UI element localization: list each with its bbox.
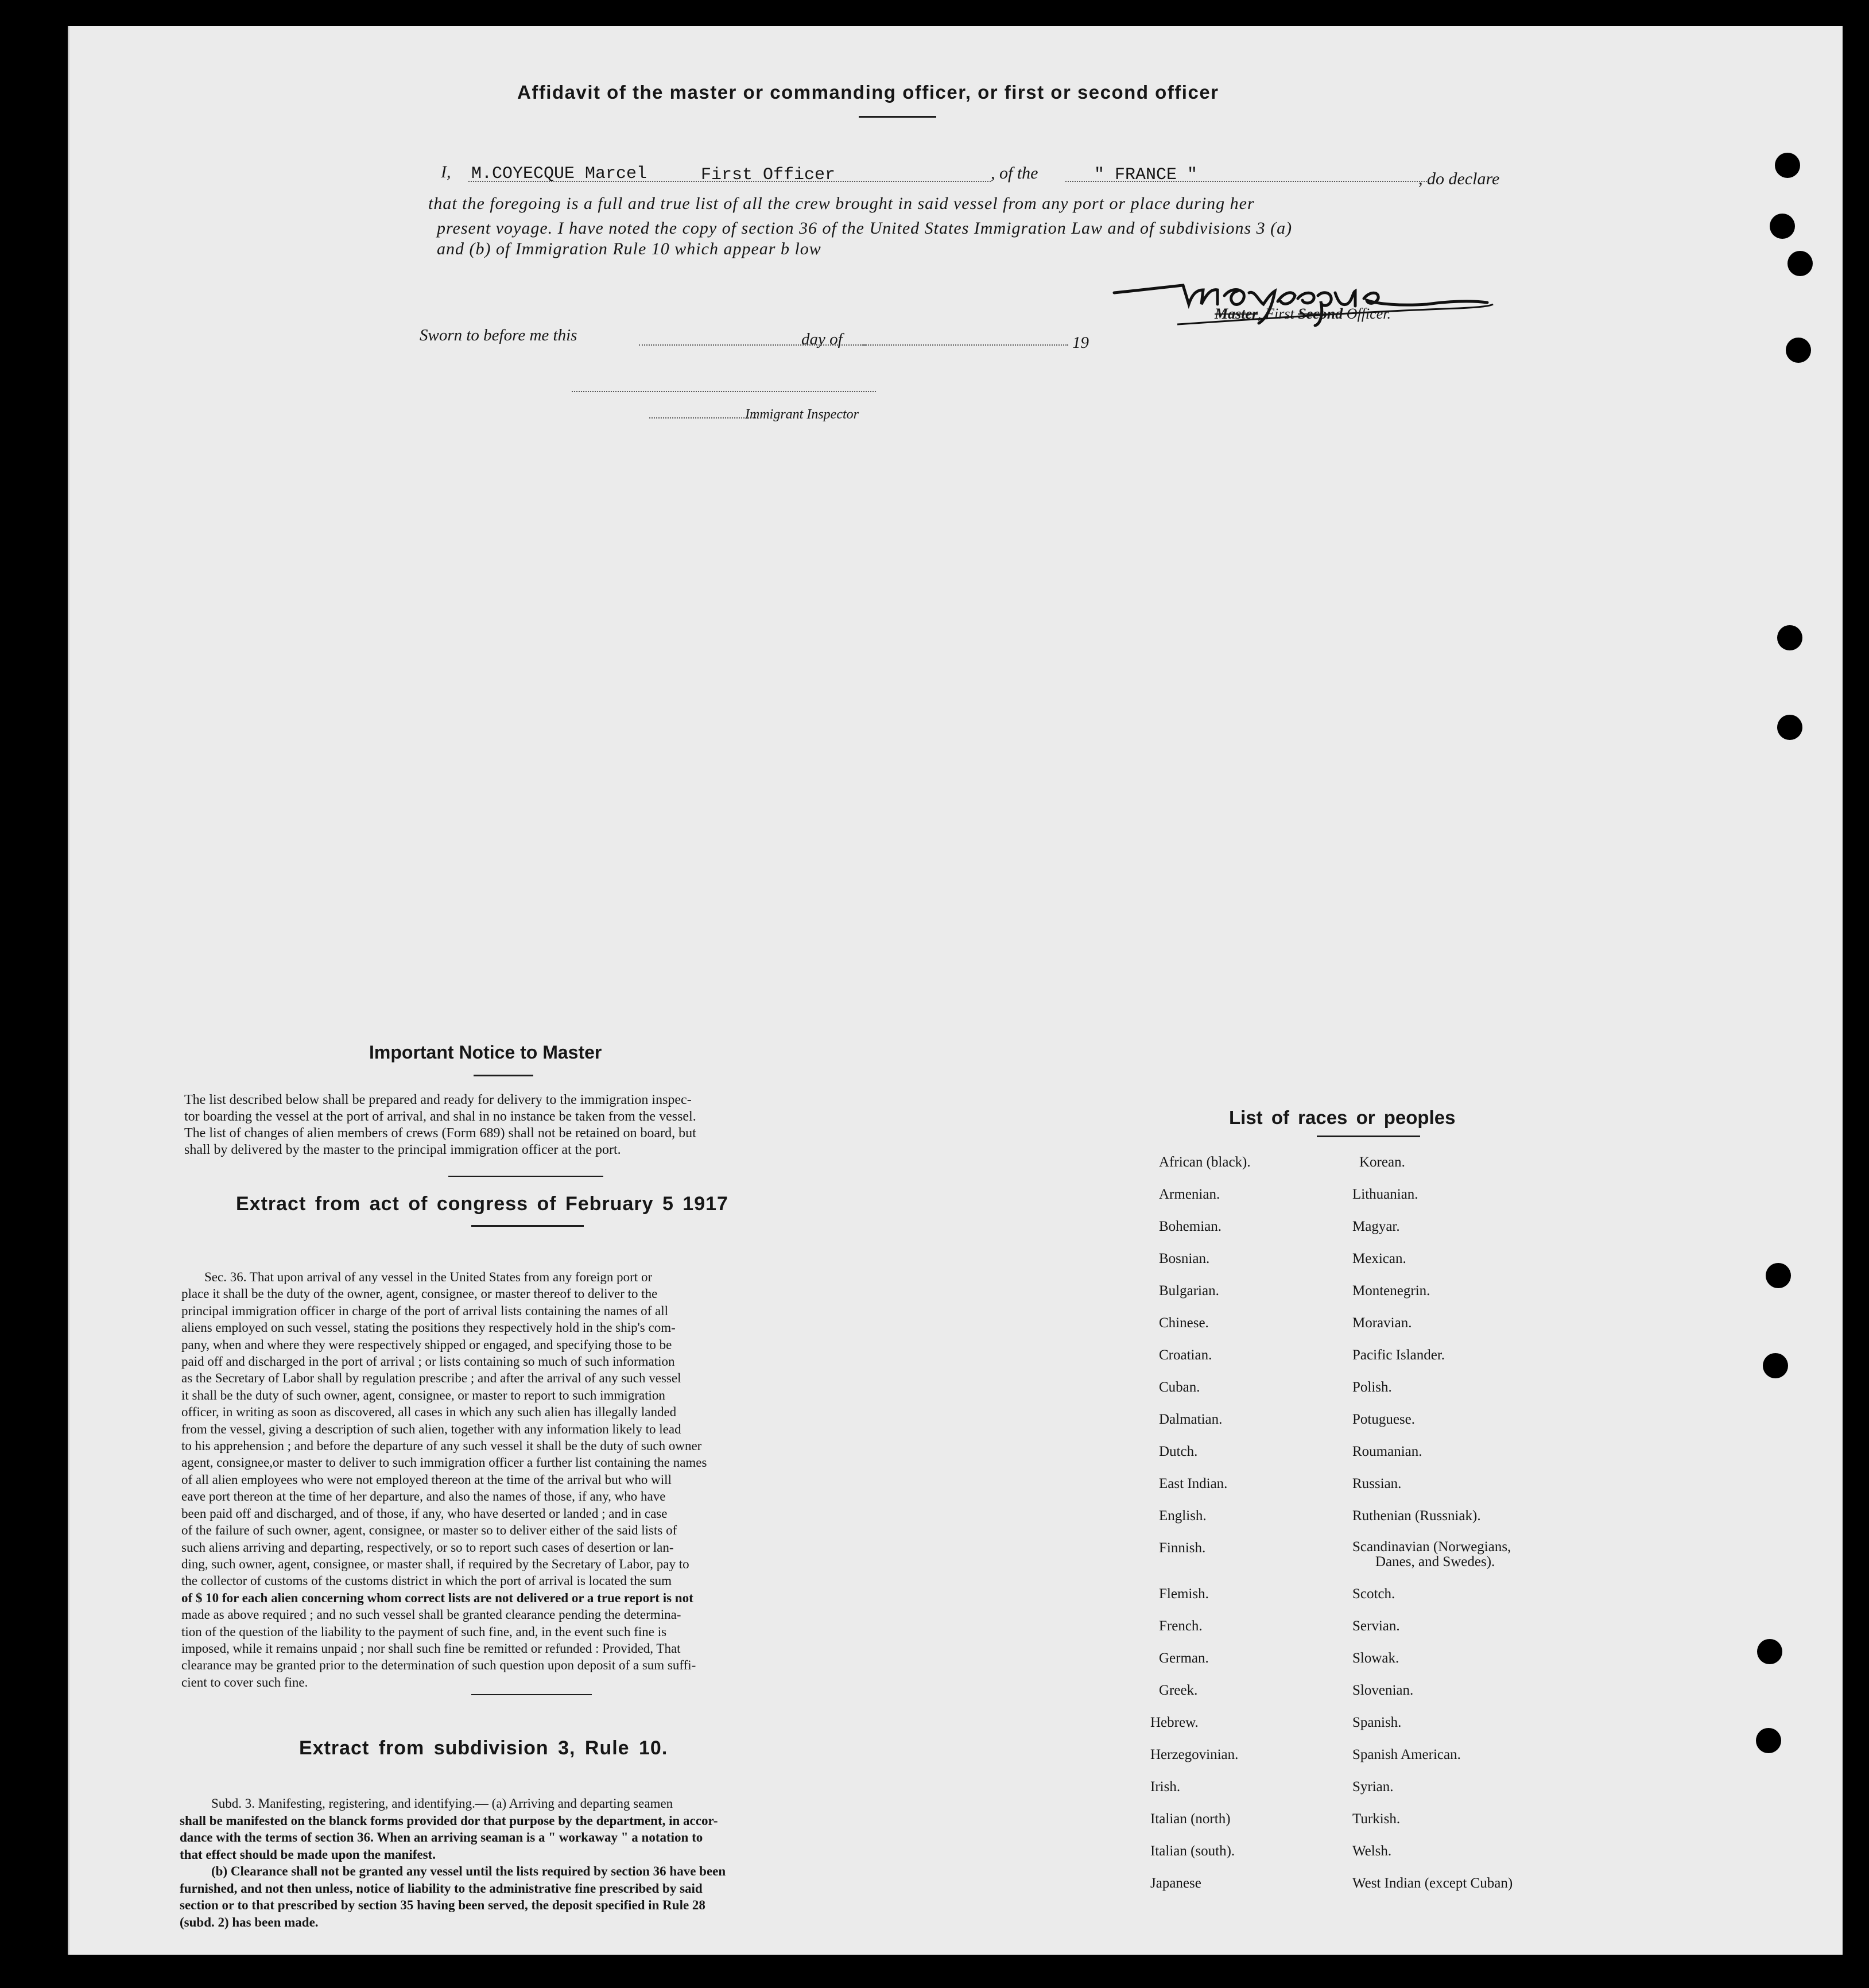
races-title: List of races or peoples bbox=[1229, 1107, 1456, 1128]
rule10-line: (subd. 2) has been made. bbox=[180, 1915, 319, 1929]
races-left-column bbox=[1147, 1154, 1251, 1907]
race-item: Pacific Islander. bbox=[1352, 1347, 1445, 1363]
affidavit-title: Affidavit of the master or commanding officer, or first or second officer bbox=[517, 82, 1219, 103]
sec36-line: made as above required ; and no such vessel shall be granted clearance pending the determina- bbox=[181, 1607, 681, 1622]
race-item: Cuban. bbox=[1159, 1379, 1200, 1395]
rule10-line: furnished, and not then unless, notice of liability to the administrative fine prescribed by said bbox=[180, 1881, 703, 1896]
notice-line: The list of changes of alien members of crews (Form 689) shall not be retained on board, but bbox=[184, 1126, 696, 1141]
race-item: English. bbox=[1159, 1508, 1207, 1524]
binder-hole bbox=[1775, 153, 1800, 178]
race-item: Welsh. bbox=[1352, 1843, 1392, 1859]
year-prefix: 19 bbox=[1072, 334, 1089, 352]
race-item: Spanish. bbox=[1352, 1715, 1402, 1730]
race-item: Turkish. bbox=[1352, 1811, 1401, 1827]
races-underline bbox=[1317, 1136, 1420, 1137]
sec36-line: cient to cover such fine. bbox=[181, 1675, 308, 1689]
race-item: Mexican. bbox=[1352, 1251, 1406, 1266]
sec36-line: aliens employed on such vessel, stating the positions they respectively hold in the ship's com- bbox=[181, 1320, 676, 1335]
notice-separator bbox=[448, 1176, 603, 1177]
act-title-underline bbox=[471, 1225, 584, 1227]
race-item: Dutch. bbox=[1159, 1444, 1198, 1459]
notice-text bbox=[184, 1092, 820, 1158]
rule10-line: section or to that prescribed by section 35 having been served, the deposit specified in Rule 28 bbox=[180, 1898, 705, 1912]
do-declare-text: , do declare bbox=[1418, 169, 1500, 188]
handwritten-signature bbox=[1045, 261, 1562, 342]
sec36-line: eave port thereon at the time of her departure, and also the names of those, if any, who have bbox=[181, 1489, 666, 1504]
race-item: Greek. bbox=[1159, 1683, 1198, 1698]
binder-hole bbox=[1787, 251, 1813, 276]
day-of-text: day of bbox=[801, 330, 843, 348]
race-item: Slowak. bbox=[1352, 1650, 1399, 1666]
signature-caption bbox=[1215, 305, 1391, 323]
race-item: Irish. bbox=[1150, 1779, 1181, 1795]
sec36-line: imposed, while it remains unpaid ; nor shall such fine be remitted or refunded : Provided, That bbox=[181, 1641, 681, 1656]
sec36-line: agent, consignee,or master to deliver to such immigration officer a further list containing the names bbox=[181, 1455, 707, 1470]
sworn-text: Sworn to before me this bbox=[420, 326, 577, 344]
race-item: East Indian. bbox=[1159, 1476, 1228, 1491]
race-item: Hebrew. bbox=[1150, 1715, 1199, 1730]
race-item: Dalmatian. bbox=[1159, 1412, 1223, 1427]
sec36-line: of all alien employees who were not employed thereon at the time of the arrival but who will bbox=[181, 1472, 672, 1487]
rule10-line: dance with the terms of section 36. When an arriving seaman is a " workaway " a notation to bbox=[180, 1830, 703, 1844]
binder-hole bbox=[1756, 1728, 1781, 1753]
sec36-line: to his apprehension ; and before the departure of any such vessel it shall be the duty of such owner bbox=[181, 1439, 702, 1454]
race-item: Korean. bbox=[1359, 1154, 1405, 1170]
document-page bbox=[68, 26, 1843, 1955]
declarant-line bbox=[468, 181, 991, 182]
notice-line: tor boarding the vessel at the port of arrival, and shal in no instance be taken from the vessel. bbox=[184, 1109, 696, 1124]
section-36-text bbox=[181, 1269, 823, 1691]
notice-title: Important Notice to Master bbox=[369, 1042, 602, 1063]
race-item: Italian (north) bbox=[1150, 1811, 1231, 1827]
race-item: Danes, and Swedes). bbox=[1375, 1554, 1495, 1570]
race-item: Bohemian. bbox=[1159, 1219, 1222, 1234]
race-item: Spanish American. bbox=[1352, 1747, 1461, 1762]
race-item: Bosnian. bbox=[1159, 1251, 1210, 1266]
notice-line: shall by delivered by the master to the principal immigration officer at the port. bbox=[184, 1142, 621, 1157]
race-item: Potuguese. bbox=[1352, 1412, 1416, 1427]
race-item: African (black). bbox=[1159, 1154, 1251, 1170]
races-right-column bbox=[1352, 1154, 1513, 1907]
race-item: Magyar. bbox=[1352, 1219, 1400, 1234]
race-item: Bulgarian. bbox=[1159, 1283, 1219, 1299]
race-item: Roumanian. bbox=[1352, 1444, 1422, 1459]
vessel-name: " FRANCE " bbox=[1094, 165, 1198, 185]
binder-hole bbox=[1777, 715, 1802, 740]
declaration-line-3: present voyage. I have noted the copy of section 36 of the United States Immigration Law and of subdivisions 3 (a) bbox=[437, 219, 1293, 238]
sec36-line: such aliens arriving and departing, respectively, or so to report such cases of desertion or lan- bbox=[181, 1540, 674, 1555]
rule-extract-title: Extract from subdivision 3, Rule 10. bbox=[299, 1737, 668, 1759]
title-underline bbox=[859, 116, 936, 118]
vessel-line bbox=[1065, 181, 1427, 182]
binder-hole bbox=[1757, 1639, 1782, 1664]
sec36-line: it shall be the duty of such owner, agent, consignee, or master to report to such immigration bbox=[181, 1388, 665, 1402]
rule10-line: Subd. 3. Manifesting, registering, and identifying.— (a) Arriving and departing seamen bbox=[211, 1796, 673, 1811]
sec36-line: principal immigration officer in charge of the port of arrival lists containing the names of all bbox=[181, 1303, 668, 1318]
race-item: Syrian. bbox=[1352, 1779, 1394, 1795]
race-item: Italian (south). bbox=[1150, 1843, 1235, 1859]
sec36-line: of $ 10 for each alien concerning whom correct lists are not delivered or a true report is not bbox=[181, 1590, 693, 1605]
sec36-line: from the vessel, giving a description of such alien, together with any information likely to lead bbox=[181, 1421, 681, 1436]
act-extract-title: Extract from act of congress of February 5 1917 bbox=[236, 1193, 728, 1215]
binder-hole bbox=[1786, 338, 1811, 363]
declaration-line-2: that the foregoing is a full and true list of all the crew brought in said vessel from any port or place during her bbox=[428, 194, 1255, 213]
inspector-label: Immigrant Inspector bbox=[745, 407, 859, 422]
declarant-rank: First Officer bbox=[701, 165, 836, 185]
race-item: West Indian (except Cuban) bbox=[1352, 1875, 1513, 1891]
inspector-short-line bbox=[649, 417, 758, 418]
sec36-line: paid off and discharged in the port of arrival ; or lists containing so much of such information bbox=[181, 1354, 675, 1369]
race-item: Croatian. bbox=[1159, 1347, 1212, 1363]
race-item: Montenegrin. bbox=[1352, 1283, 1430, 1299]
race-item: Flemish. bbox=[1159, 1586, 1209, 1602]
act-separator bbox=[471, 1694, 592, 1695]
sec36-line: as the Secretary of Labor shall by regulation prescribe ; and after the arrival of any such vessel bbox=[181, 1371, 681, 1386]
rule10-line: shall be manifested on the blanck forms provided dor that purpose by the department, in accor- bbox=[180, 1813, 718, 1828]
race-item: Ruthenian (Russniak). bbox=[1352, 1508, 1481, 1524]
race-item: Finnish. bbox=[1159, 1540, 1206, 1556]
notice-underline bbox=[474, 1075, 533, 1076]
race-item: Lithuanian. bbox=[1352, 1187, 1418, 1202]
declaration-line-4: and (b) of Immigration Rule 10 which appear b low bbox=[437, 239, 821, 258]
caption-first: , First bbox=[1258, 305, 1294, 322]
race-item: Slovenian. bbox=[1352, 1683, 1414, 1698]
declaration-prefix: I, bbox=[441, 162, 451, 181]
race-item: Scandinavian (Norwegians, bbox=[1352, 1539, 1511, 1555]
sec36-line: Sec. 36. That upon arrival of any vessel in the United States from any foreign port or bbox=[204, 1270, 653, 1284]
race-item: French. bbox=[1159, 1618, 1203, 1634]
race-item: Scotch. bbox=[1352, 1586, 1395, 1602]
race-item: Russian. bbox=[1352, 1476, 1402, 1491]
binder-hole bbox=[1763, 1353, 1788, 1378]
race-item: Japanese bbox=[1150, 1875, 1201, 1891]
inspector-signature-line bbox=[572, 391, 876, 392]
race-item: Moravian. bbox=[1352, 1315, 1412, 1331]
race-item: Polish. bbox=[1352, 1379, 1392, 1395]
caption-officer: Officer. bbox=[1346, 305, 1391, 322]
declarant-name: M.COYECQUE Marcel bbox=[471, 164, 647, 184]
sec36-line: been paid off and discharged, and of those, if any, who have deserted or landed ; and in case bbox=[181, 1506, 668, 1521]
sec36-line: of the failure of such owner, agent, consignee, or master so to deliver either of the said lists of bbox=[181, 1523, 677, 1538]
binder-hole bbox=[1777, 625, 1802, 650]
sec36-line: clearance may be granted prior to the determination of such question upon deposit of a sum suffi- bbox=[181, 1658, 696, 1673]
binder-hole bbox=[1766, 1263, 1791, 1288]
sec36-line: ding, such owner, agent, consignee, or master shall, if required by the Secretary of Labor, pay to bbox=[181, 1556, 689, 1571]
race-item: German. bbox=[1159, 1650, 1209, 1666]
rule10-line: that effect should be made upon the manifest. bbox=[180, 1847, 436, 1862]
race-item: Herzegovinian. bbox=[1150, 1747, 1239, 1762]
sec36-line: place it shall be the duty of the owner, agent, consignee, or master thereof to deliver to the bbox=[181, 1286, 658, 1301]
struck-second: Second bbox=[1298, 305, 1343, 322]
rule10-line: (b) Clearance shall not be granted any vessel until the lists required by section 36 have been bbox=[211, 1864, 726, 1878]
of-the-text: , of the bbox=[991, 164, 1038, 183]
sec36-line: tion of the question of the liability to the payment of such fine, and, in the event such fine is bbox=[181, 1624, 667, 1639]
sec36-line: the collector of customs of the customs district in which the port of arrival is located the sum bbox=[181, 1574, 672, 1588]
sec36-line: pany, when and where they were respectively shipped or engaged, and specifying those to be bbox=[181, 1337, 672, 1352]
race-item: Armenian. bbox=[1159, 1187, 1220, 1202]
rule-10-text bbox=[180, 1795, 823, 1931]
struck-master: Master bbox=[1215, 305, 1258, 322]
race-item: Servian. bbox=[1352, 1618, 1400, 1634]
sec36-line: officer, in writing as soon as discovered, all cases in which any such alien has illegally landed bbox=[181, 1405, 677, 1420]
notice-line: The list described below shall be prepared and ready for delivery to the immigration inspec- bbox=[184, 1092, 692, 1107]
binder-hole bbox=[1770, 214, 1795, 239]
race-item: Chinese. bbox=[1159, 1315, 1209, 1331]
sworn-month-line bbox=[862, 344, 1068, 346]
